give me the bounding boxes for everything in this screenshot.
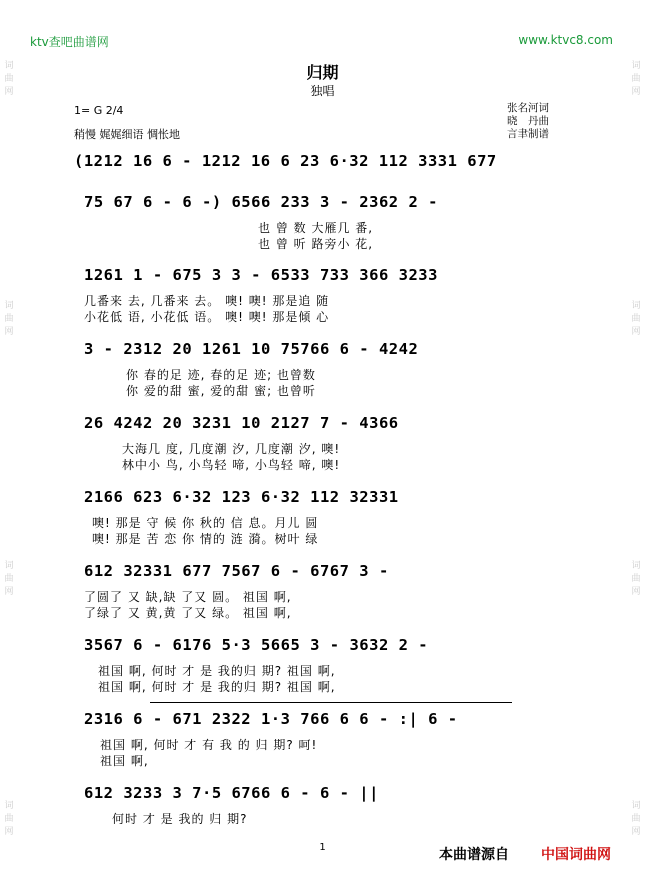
system-1-notes: (1212 16 6 - 1212 16 6 23 6·32 112 3331 677	[74, 152, 497, 170]
system-2-lyric-1: 也 曾 数 大雁几 番,	[258, 221, 374, 235]
song-subtitle: 独唱	[310, 84, 335, 98]
watermark-right-3: 词曲网	[631, 561, 641, 597]
footer-brand-link[interactable]: 中国词曲网	[541, 847, 611, 863]
volta-bracket-line	[150, 702, 512, 703]
system-5-notes: 26 4242 20 3231 10 2127 7 - 4366	[84, 414, 399, 432]
tempo-marking: 稍慢 娓娓细语 惆怅地	[74, 128, 180, 141]
system-8-lyric-2: 祖国 啊, 何时 才 是 我的归 期? 祖国 啊,	[98, 680, 336, 694]
system-3-lyric-1: 几番来 去, 几番来 去。 噢! 噢! 那是追 随	[84, 294, 330, 308]
system-9-notes: 2316 6 - 671 2322 1·3 766 6 6 - :| 6 -	[84, 710, 458, 728]
system-7-lyric-1: 了圆了 又 缺,缺 了又 圆。 祖国 啊,	[84, 590, 292, 604]
system-2-notes: 75 67 6 - 6 -) 6566 233 3 - 2362 2 -	[84, 193, 438, 211]
site-name-left[interactable]: ktv查吧曲谱网	[30, 35, 109, 49]
watermark-left-1: 词曲网	[4, 61, 14, 97]
system-7-lyric-2: 了绿了 又 黄,黄 了又 绿。 祖国 啊,	[84, 606, 292, 620]
system-10-lyric-1: 何时 才 是 我的 归 期?	[112, 812, 248, 826]
system-8-notes: 3567 6 - 6176 5·3 5665 3 - 3632 2 -	[84, 636, 429, 654]
credit-composer: 晓 丹曲	[507, 115, 549, 127]
credit-lyricist: 张名河词	[507, 102, 549, 114]
page-number: 1	[319, 842, 326, 853]
system-6-notes: 2166 623 6·32 123 6·32 112 32331	[84, 488, 399, 506]
system-4-lyric-2: 你 爱的甜 蜜, 爱的甜 蜜; 也曾听	[126, 384, 316, 398]
system-9-lyric-1: 祖国 啊, 何时 才 有 我 的 归 期? 呵!	[100, 738, 318, 752]
system-3-lyric-2: 小花低 语, 小花低 语。 噢! 噢! 那是倾 心	[84, 310, 330, 324]
footer-source-label: 本曲谱源自	[439, 847, 509, 863]
system-2-lyric-2: 也 曾 听 路旁小 花,	[258, 237, 374, 251]
watermark-left-3: 词曲网	[4, 561, 14, 597]
credit-arranger: 言聿制谱	[507, 128, 549, 140]
watermark-right-2: 词曲网	[631, 301, 641, 337]
system-9-lyric-2: 祖国 啊,	[100, 754, 149, 768]
system-10-notes: 612 3233 3 7·5 6766 6 - 6 - ||	[84, 784, 379, 802]
watermark-right-4: 词曲网	[631, 801, 641, 837]
system-6-lyric-1: 噢! 那是 守 候 你 秋的 信 息。月儿 圆	[92, 516, 319, 530]
watermark-left-2: 词曲网	[4, 301, 14, 337]
watermark-left-4: 词曲网	[4, 801, 14, 837]
song-title: 归期	[306, 63, 339, 82]
system-3-notes: 1261 1 - 675 3 3 - 6533 733 366 3233	[84, 266, 438, 284]
system-4-lyric-1: 你 春的足 迹, 春的足 迹; 也曾数	[126, 368, 316, 382]
system-7-notes: 612 32331 677 7567 6 - 6767 3 -	[84, 562, 389, 580]
system-4-notes: 3 - 2312 20 1261 10 75766 6 - 4242	[84, 340, 419, 358]
key-signature: 1= G 2/4	[74, 104, 124, 117]
watermark-right-1: 词曲网	[631, 61, 641, 97]
system-8-lyric-1: 祖国 啊, 何时 才 是 我的归 期? 祖国 啊,	[98, 664, 336, 678]
system-5-lyric-2: 林中小 鸟, 小鸟轻 啼, 小鸟轻 啼, 噢!	[122, 458, 341, 472]
system-6-lyric-2: 噢! 那是 苦 恋 你 情的 涟 漪。树叶 绿	[92, 532, 319, 546]
system-5-lyric-1: 大海几 度, 几度潮 汐, 几度潮 汐, 噢!	[122, 442, 341, 456]
site-url-right[interactable]: www.ktvc8.com	[518, 33, 613, 47]
